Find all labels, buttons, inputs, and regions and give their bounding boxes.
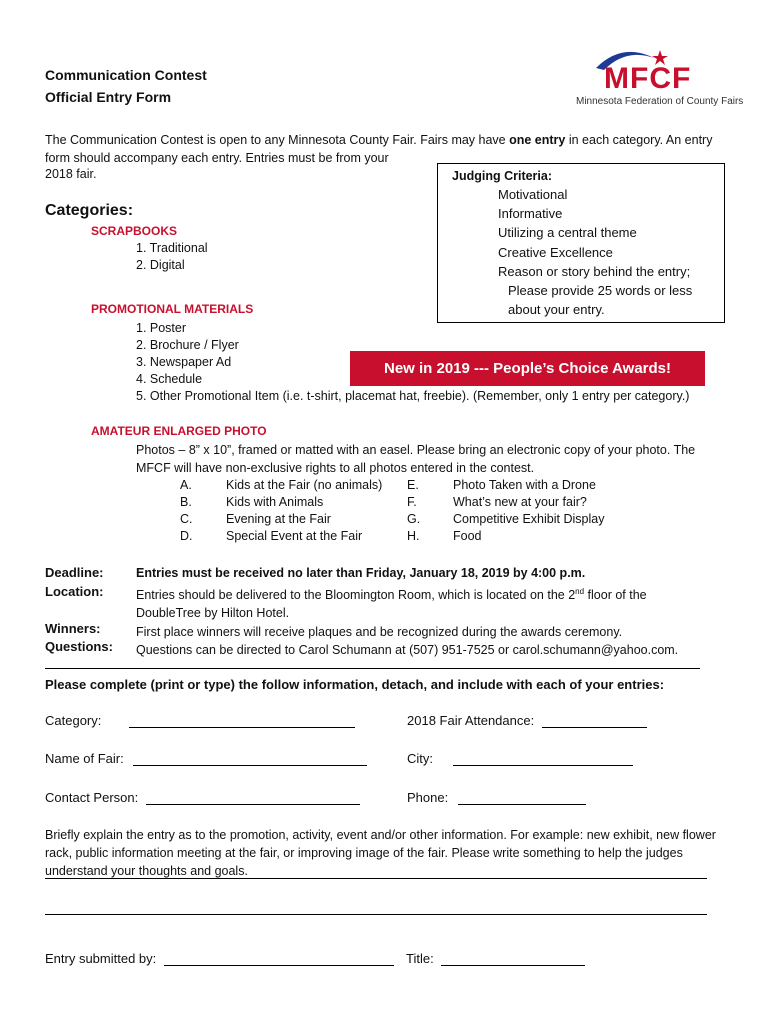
intro-bold: one entry xyxy=(509,133,566,147)
judging-note: about your entry. xyxy=(508,302,605,318)
fair-name-input-line[interactable] xyxy=(133,751,367,766)
winners-value: First place winners will receive plaques and be recognized during the awards ceremony. xyxy=(136,624,623,639)
submitted-by-field[interactable] xyxy=(45,951,394,966)
photo-category: What’s new at your fair? xyxy=(453,495,587,509)
photo-categories-right xyxy=(407,477,673,545)
questions-label: Questions: xyxy=(45,639,113,654)
fair-name-field[interactable] xyxy=(45,751,367,766)
intro-text-3: 2018 fair. xyxy=(45,167,97,181)
photo-category: Food xyxy=(453,529,482,543)
judging-item: Reason or story behind the entry; xyxy=(498,263,691,279)
intro-text-1: The Communication Contest is open to any Minnesota County Fair. Fairs may have xyxy=(45,133,510,147)
judging-list xyxy=(498,185,724,319)
detach-divider xyxy=(45,668,700,669)
logo-wordmark: MFCF xyxy=(604,62,692,95)
contact-field[interactable] xyxy=(45,790,360,805)
brief-explanation: Briefly explain the entry as to the promotion, activity, event and/or other information. For example: new exhibit, new flower rack, public information meeting at the fair, or improving image of the fair. Please write something to help the judges understand your thoughts and goals. xyxy=(45,828,716,878)
city-field[interactable] xyxy=(407,751,633,766)
photo-letter: B. xyxy=(180,495,192,509)
category-field[interactable] xyxy=(45,713,355,728)
list-item: 5. Other Promotional Item (i.e. t-shirt, placemat hat, freebie). (Remember, only 1 entry per category.) xyxy=(136,389,690,403)
location-label: Location: xyxy=(45,583,104,599)
submitted-by-input-line[interactable] xyxy=(164,951,394,966)
judging-item: Informative xyxy=(498,206,563,222)
photo-letter: G. xyxy=(407,512,421,526)
submitted-by-label: Entry submitted by: xyxy=(45,951,157,966)
list-item: 2. Brochure / Flyer xyxy=(136,338,239,352)
info-values xyxy=(136,564,736,660)
judging-item: Creative Excellence xyxy=(498,244,613,260)
photo-letter: F. xyxy=(407,495,417,509)
judging-item: Utilizing a central theme xyxy=(498,225,637,241)
contact-input-line[interactable] xyxy=(146,790,360,805)
scrapbooks-list xyxy=(136,240,208,274)
questions-value: Questions can be directed to Carol Schumann at (507) 951-7525 or carol.schumann@yahoo.com. xyxy=(136,643,679,658)
photo-letter: H. xyxy=(407,529,420,543)
photo-categories-left xyxy=(180,477,426,545)
location-sup: nd xyxy=(575,586,585,596)
location-text-2: floor of the xyxy=(584,587,647,602)
info-labels xyxy=(45,564,113,657)
phone-label: Phone: xyxy=(407,790,449,805)
list-item: 3. Newspaper Ad xyxy=(136,355,232,369)
photo-letter: C. xyxy=(180,512,193,526)
logo-subtitle: Minnesota Federation of County Fairs xyxy=(576,96,744,107)
fair-name-label: Name of Fair: xyxy=(45,751,124,766)
photo-category: Kids with Animals xyxy=(226,495,324,509)
location-text: Entries should be delivered to the Bloomington Room, which is located on the 2 xyxy=(136,587,576,602)
category-input-line[interactable] xyxy=(129,713,355,728)
category-label: Category: xyxy=(45,713,102,728)
categories-heading: Categories: xyxy=(45,202,134,219)
detach-instruction: Please complete (print or type) the follow information, detach, and include with each of your entries: xyxy=(45,677,665,692)
explanation-line-2[interactable] xyxy=(45,914,707,915)
photo-letter: A. xyxy=(180,478,192,492)
phone-input-line[interactable] xyxy=(458,790,586,805)
location-value xyxy=(136,583,736,605)
scrapbooks-heading: SCRAPBOOKS xyxy=(91,224,178,238)
explanation-line-1[interactable] xyxy=(45,878,707,879)
promo-heading: PROMOTIONAL MATERIALS xyxy=(91,302,254,316)
judging-note: Please provide 25 words or less xyxy=(508,283,693,299)
form-title xyxy=(45,64,207,108)
attendance-field[interactable] xyxy=(407,713,647,728)
judging-item: Motivational xyxy=(498,187,568,202)
deadline-label: Deadline: xyxy=(45,565,104,580)
judging-criteria-box xyxy=(437,163,725,323)
photo-letter: E. xyxy=(407,478,419,492)
title-label: Title: xyxy=(406,951,434,966)
photo-category: Evening at the Fair xyxy=(226,512,331,526)
intro-text-2: in each category. An entry form should accompany each entry. Entries must be from your xyxy=(45,133,713,165)
title-line-1: Communication Contest xyxy=(45,67,207,83)
title-field[interactable] xyxy=(406,951,585,966)
title-input-line[interactable] xyxy=(441,951,585,966)
photo-heading: AMATEUR ENLARGED PHOTO xyxy=(91,424,267,438)
attendance-label: 2018 Fair Attendance: xyxy=(407,713,535,728)
photo-letter: D. xyxy=(180,529,193,543)
contact-label: Contact Person: xyxy=(45,790,139,805)
location-hotel: DoubleTree by Hilton Hotel. xyxy=(136,606,290,621)
photo-category: Kids at the Fair (no animals) xyxy=(226,478,383,492)
city-input-line[interactable] xyxy=(453,751,633,766)
attendance-input-line[interactable] xyxy=(542,713,647,728)
judging-heading: Judging Criteria: xyxy=(452,169,553,183)
list-item: 2. Digital xyxy=(136,258,185,272)
list-item: 1. Poster xyxy=(136,321,187,335)
photo-category: Special Event at the Fair xyxy=(226,529,363,543)
peoples-choice-banner: New in 2019 --- People’s Choice Awards! xyxy=(350,351,705,386)
city-label: City: xyxy=(407,751,433,766)
intro-paragraph xyxy=(45,131,735,167)
list-item: 4. Schedule xyxy=(136,372,203,386)
deadline-value: Entries must be received no later than Friday, January 18, 2019 by 4:00 p.m. xyxy=(136,566,586,580)
phone-field[interactable] xyxy=(407,790,586,805)
photo-description: Photos – 8” x 10”, framed or matted with an easel. Please bring an electronic copy of your photo. The MFCF will have non-exclusive rights to all photos entered in the contest. xyxy=(136,443,696,475)
list-item: 1. Traditional xyxy=(136,241,208,255)
photo-category: Photo Taken with a Drone xyxy=(453,478,596,492)
photo-category: Competitive Exhibit Display xyxy=(453,512,605,526)
winners-label: Winners: xyxy=(45,620,101,636)
title-line-2: Official Entry Form xyxy=(45,89,172,105)
mfcf-logo xyxy=(574,40,744,110)
